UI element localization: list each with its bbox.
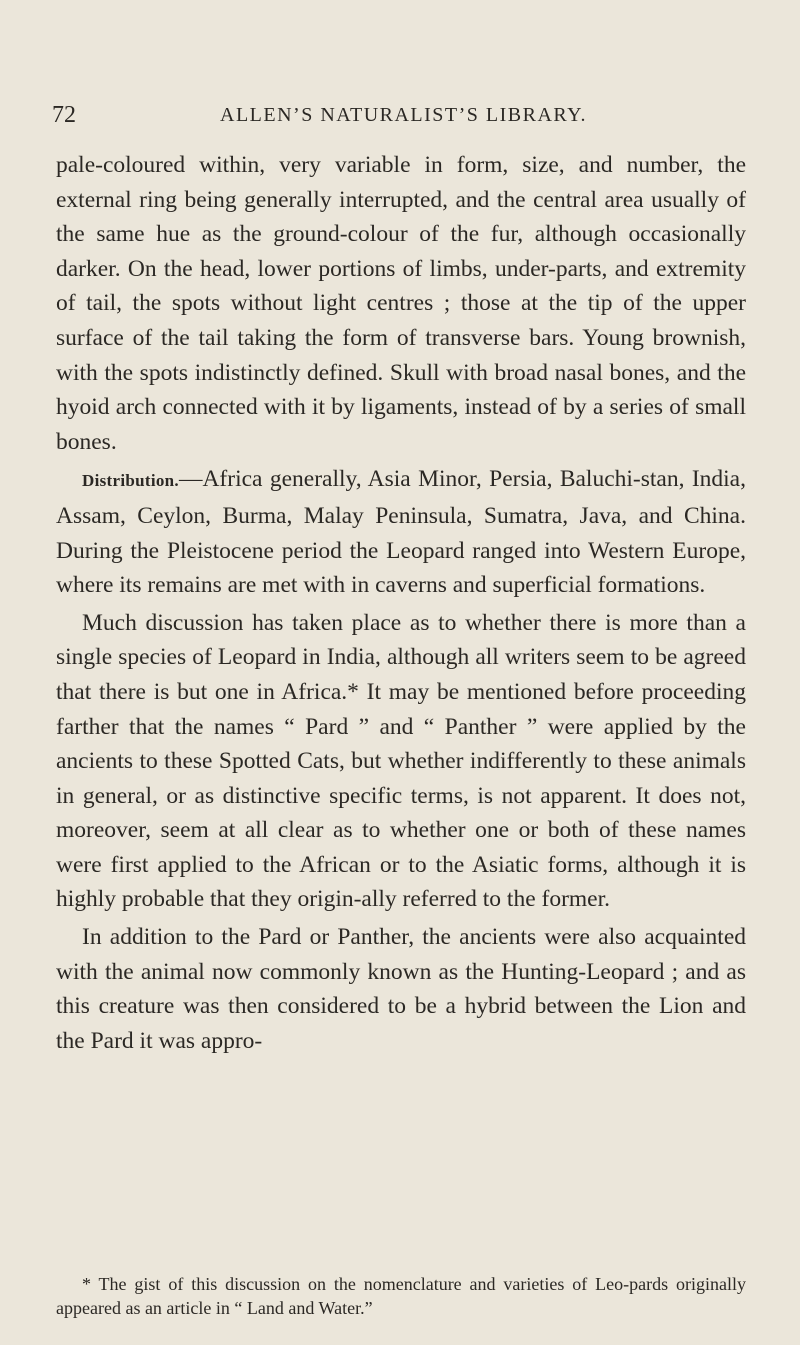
footnote: * The gist of this discussion on the nomenclature and varieties of Leo-pards originally appeared as an article in “ Land and Water.” xyxy=(56,1274,746,1318)
page-number: 72 xyxy=(52,102,76,128)
running-title: ALLEN’S NATURALIST’S LIBRARY. xyxy=(220,104,588,126)
body-text xyxy=(56,148,746,1058)
distribution-label: Distribution. xyxy=(82,471,179,491)
paragraph-distribution xyxy=(56,462,746,602)
distribution-text: —Africa generally, Asia Minor, Persia, Baluchi-stan, India, Assam, Ceylon, Burma, Malay Peninsula, Sumatra, Java, and China. During the Pleistocene period the Leopard ranged into Western Europe, where its remains are met with in caverns and superficial formations. xyxy=(56,466,746,599)
paragraph-1: pale-coloured within, very variable in form, size, and number, the external ring being generally interrupted, and the central area usually of the same hue as the ground-colour of the fur, although occasionally darker. On the head, lower portions of limbs, under-parts, and extremity of tail, the spots without light centres ; those at the tip of the upper surface of the tail taking the form of transverse bars. Young brownish, with the spots indistinctly defined. Skull with broad nasal bones, and the hyoid arch connected with it by ligaments, instead of by a series of small bones. xyxy=(56,152,746,455)
paragraph-4: In addition to the Pard or Panther, the ancients were also acquainted with the animal now commonly known as the Hunting-Leopard ; and as this creature was then considered to be a hybrid between the Lion and the Pard it was appro- xyxy=(56,924,746,1054)
paragraph-3: Much discussion has taken place as to whether there is more than a single species of Leopard in India, although all writers seem to be agreed that there is but one in Africa.* It may be mentioned before proceeding farther that the names “ Pard ” and “ Panther ” were applied by the ancients to these Spotted Cats, but whether indifferently to these animals in general, or as distinctive specific terms, is not apparent. It does not, moreover, seem at all clear as to whether one or both of these names were first applied to the African or to the Asiatic forms, although it is highly probable that they origin-ally referred to the former. xyxy=(56,609,746,913)
